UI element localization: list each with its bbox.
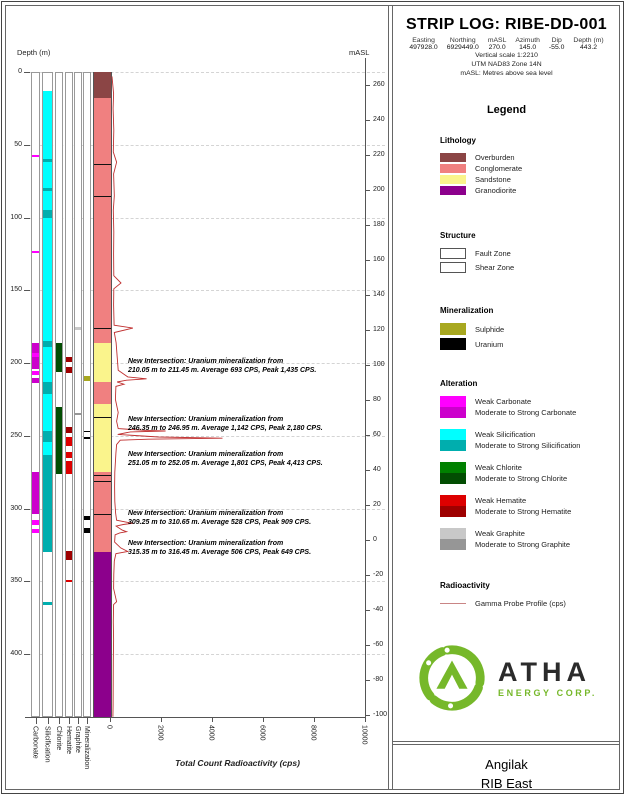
depth-axis-label: Depth (m) — [17, 48, 51, 57]
legend-label: Uranium — [475, 339, 504, 349]
track-silicification — [42, 72, 53, 717]
hole-field-value: 6929449.0 — [446, 44, 479, 51]
legend-swatch — [440, 429, 466, 451]
legend-section-title: Radioactivity — [440, 581, 490, 590]
legend-item-labels — [475, 429, 580, 451]
track-hematite — [65, 72, 73, 717]
masl-tick-label: 180 — [373, 221, 385, 228]
swatch-strong — [440, 407, 466, 418]
interval-silicification — [43, 382, 52, 394]
masl-tick-label: -100 — [373, 711, 388, 718]
legend-label: Granodiorite — [475, 186, 517, 195]
hole-field — [447, 37, 479, 51]
legend-swatch — [440, 598, 466, 608]
atha-swirl-icon — [416, 642, 488, 714]
legend-item-labels — [475, 528, 570, 550]
legend-swatch — [440, 462, 466, 484]
masl-tick-label: 40 — [373, 466, 381, 473]
interval-silicification — [43, 602, 52, 605]
cps-tick-label: 10000 — [360, 725, 368, 745]
intersection-note — [128, 357, 368, 375]
legend-swatch — [440, 175, 466, 184]
legend-item — [440, 262, 619, 273]
legend-line — [440, 603, 466, 604]
legend-label: Weak Silicification — [475, 430, 536, 439]
masl-tick-label: 200 — [373, 186, 385, 193]
cps-tick-label: 6000 — [258, 725, 266, 741]
legend-section-title: Lithology — [440, 136, 476, 145]
legend-item — [440, 462, 619, 484]
intersection-note-line: New Intersection: Uranium mineralization from — [128, 540, 284, 548]
interval-carbonate — [32, 357, 39, 369]
masl-tick-label: 0 — [373, 536, 377, 543]
masl-tick-label: -40 — [373, 606, 384, 613]
masl-tick — [365, 120, 370, 121]
swatch-strong — [440, 440, 466, 451]
legend-item — [440, 323, 619, 335]
track-label-silicification: Silicification — [43, 726, 51, 763]
legend-body — [394, 136, 619, 608]
litho-contact — [94, 481, 111, 482]
masl-tick-label: 260 — [373, 81, 385, 88]
track-chlorite — [55, 72, 63, 717]
masl-tick — [365, 400, 370, 401]
legend-item — [440, 429, 619, 451]
legend-label: Gamma Probe Profile (cps) — [475, 598, 566, 608]
swatch-weak — [440, 429, 466, 440]
legend-section-lithology — [440, 136, 619, 195]
litho-contact — [94, 164, 111, 165]
hole-field — [549, 37, 565, 51]
interval-chlorite — [56, 343, 62, 372]
litho-conglomerate — [94, 472, 111, 514]
legend-swatch — [440, 528, 466, 550]
depth-tick — [24, 290, 30, 291]
masl-tick — [365, 505, 370, 506]
masl-tick — [365, 715, 370, 716]
track-bottom-tick — [87, 717, 88, 724]
hole-info-fields — [394, 37, 619, 51]
litho-granodiorite — [94, 552, 111, 717]
interval-carbonate — [32, 472, 39, 514]
litho-fault — [94, 514, 111, 535]
legend-label: Conglomerate — [475, 164, 523, 173]
hole-field-label: Depth (m) — [573, 37, 604, 44]
depth-tick — [24, 654, 30, 655]
swatch-weak — [440, 495, 466, 506]
interval-hematite — [66, 452, 72, 458]
cps-axis-title: Total Count Radioactivity (cps) — [175, 758, 300, 768]
depth-tick — [24, 145, 30, 146]
legend-label: Shear Zone — [475, 263, 515, 272]
interval-mineralization — [84, 437, 90, 439]
interval-silicification — [43, 442, 52, 455]
legend-swatch — [440, 153, 466, 162]
legend-item — [440, 164, 619, 173]
sheet-title: STRIP LOG: RIBE-DD-001 — [406, 16, 607, 33]
legend-item — [440, 175, 619, 184]
legend-swatch — [440, 495, 466, 517]
logo-subtitle: ENERGY CORP. — [498, 688, 597, 698]
legend-swatch — [440, 164, 466, 173]
legend-item — [440, 186, 619, 195]
interval-carbonate — [32, 529, 39, 533]
hole-field-value: -55.0 — [548, 44, 565, 51]
hole-field — [488, 37, 507, 51]
panel-divider — [392, 6, 393, 789]
track-graphite — [74, 72, 82, 717]
interval-silicification — [43, 191, 52, 210]
cps-tick — [263, 717, 264, 722]
masl-tick-label: 220 — [373, 151, 385, 158]
litho-conglomerate — [94, 533, 111, 552]
litho-contact — [94, 475, 111, 476]
intersection-note-line: 315.35 m to 316.45 m. Average 506 CPS, Peak 649 CPS. — [128, 549, 312, 557]
interval-chlorite — [56, 407, 62, 474]
track-label-hematite: Hematite — [65, 726, 72, 755]
interval-hematite — [66, 580, 72, 582]
masl-tick — [365, 575, 370, 576]
interval-silicification — [43, 162, 52, 188]
company-logo — [394, 642, 619, 714]
depth-tick-label: 0 — [18, 68, 22, 75]
legend-label: Weak Graphite — [475, 529, 525, 538]
intersection-note-line: New Intersection: Uranium mineralization from — [128, 509, 284, 517]
logo-text — [498, 658, 597, 698]
legend-item — [440, 528, 619, 550]
depth-tick-label: 400 — [10, 650, 22, 658]
masl-note: mASL: Metres above sea level — [460, 70, 553, 77]
litho-contact — [94, 328, 111, 329]
legend-item — [440, 153, 619, 162]
interval-silicification — [43, 394, 52, 432]
intersection-note — [128, 509, 368, 527]
swatch-weak — [440, 396, 466, 407]
masl-tick-label: -60 — [373, 641, 384, 648]
intersection-note-line: New Intersection: Uranium mineralization from — [128, 451, 284, 459]
intersection-note-line: New Intersection: Uranium mineralization from — [128, 416, 284, 424]
interval-hematite — [66, 551, 72, 560]
track-bottom-tick — [36, 717, 37, 724]
hole-field — [409, 37, 437, 51]
interval-carbonate — [32, 378, 39, 384]
masl-tick — [365, 155, 370, 156]
interval-carbonate — [32, 155, 39, 157]
depth-tick-label: 350 — [10, 577, 22, 585]
legend-label: Moderate to Strong Chlorite — [475, 474, 568, 483]
interval-graphite — [75, 327, 81, 331]
legend-label: Moderate to Strong Graphite — [475, 540, 571, 549]
legend-swatch — [440, 323, 466, 335]
depth-tick-label: 250 — [10, 431, 22, 439]
legend-section-title: Structure — [440, 231, 476, 240]
interval-hematite — [66, 367, 72, 373]
track-label-graphite: Graphite — [74, 726, 81, 753]
area-name: RIB East — [480, 776, 533, 791]
intersection-note — [128, 539, 368, 557]
legend-item — [440, 396, 619, 418]
hole-field-value: 145.0 — [519, 44, 537, 51]
legend-label: Fault Zone — [475, 249, 511, 258]
legend-item-labels — [475, 462, 567, 484]
cps-tick — [161, 717, 162, 722]
masl-tick-label: -20 — [373, 571, 384, 578]
legend-label: Moderate to Strong Carbonate — [475, 408, 577, 417]
logo-name: ATHA — [498, 657, 592, 687]
legend-section-mineralization — [440, 306, 619, 350]
depth-tick — [24, 581, 30, 582]
depth-tick-label: 200 — [10, 359, 22, 367]
masl-axis-label: mASL — [349, 48, 370, 57]
info-panel — [394, 6, 619, 789]
hole-field — [515, 37, 540, 51]
track-mineralization — [83, 72, 91, 717]
track-label-chlorite: Chlorite — [55, 726, 62, 751]
swatch-strong — [440, 539, 466, 550]
interval-hematite — [66, 461, 72, 474]
interval-mineralization — [84, 528, 90, 532]
track-bottom-tick — [78, 717, 79, 724]
legend-label: Moderate to Strong Hematite — [475, 507, 572, 516]
swatch-weak — [440, 528, 466, 539]
hole-field-label: Easting — [412, 37, 435, 44]
masl-tick — [365, 330, 370, 331]
legend-item — [440, 338, 619, 350]
legend-item-labels — [475, 396, 576, 418]
intersection-note — [128, 415, 368, 433]
interval-silicification — [43, 210, 52, 217]
hole-field-value: 270.0 — [488, 44, 506, 51]
masl-tick — [365, 435, 370, 436]
masl-tick-label: 140 — [373, 291, 385, 298]
track-carbonate — [31, 72, 40, 717]
litho-conglomerate — [94, 98, 111, 342]
interval-hematite — [66, 427, 72, 433]
interval-hematite — [66, 437, 72, 446]
scale-note: Vertical scale 1:2210 — [475, 52, 538, 59]
litho-sandstone — [94, 347, 111, 357]
track-label-mineralization: Mineralization — [83, 726, 90, 770]
depth-tick — [24, 218, 30, 219]
masl-tick — [365, 645, 370, 646]
depth-tick-label: 150 — [10, 286, 22, 294]
intersection-note-line: 251.05 m to 252.05 m. Average 1,801 CPS, Peak 4,413 CPS. — [128, 460, 323, 468]
masl-tick-label: 20 — [373, 501, 381, 508]
project-footer — [394, 750, 619, 791]
legend-swatch — [440, 338, 466, 350]
legend-label: Overburden — [475, 153, 515, 162]
legend-swatch — [440, 186, 466, 195]
cps-tick-label: 2000 — [156, 725, 164, 741]
masl-tick — [365, 225, 370, 226]
legend-label: Moderate to Strong Silicification — [475, 441, 581, 450]
depth-tick-label: 50 — [14, 140, 22, 148]
legend-swatch — [440, 396, 466, 418]
intersection-note-line: 246.35 m to 246.95 m. Average 1,142 CPS, Peak 2,180 CPS. — [128, 425, 323, 433]
intersection-note-line: 309.25 m to 310.65 m. Average 528 CPS, Peak 909 CPS. — [128, 518, 312, 526]
legend-title: Legend — [486, 104, 527, 116]
hole-field — [573, 37, 603, 51]
legend-item — [440, 598, 619, 608]
masl-tick-label: 60 — [373, 431, 381, 438]
masl-tick-label: 240 — [373, 116, 385, 123]
depth-tick — [24, 72, 30, 73]
legend-label: Weak Chlorite — [475, 463, 522, 472]
litho-overburden — [94, 72, 111, 98]
masl-tick — [365, 610, 370, 611]
depth-tick — [24, 363, 30, 364]
legend-label: Sandstone — [475, 175, 511, 184]
legend-section-alteration — [440, 379, 619, 550]
legend-swatch — [440, 262, 466, 273]
interval-carbonate — [32, 371, 39, 375]
hole-field-label: mASL — [487, 37, 507, 44]
hole-field-value: 497928.0 — [409, 44, 438, 51]
masl-tick-label: 80 — [373, 396, 381, 403]
masl-tick — [365, 85, 370, 86]
track-bottom-tick — [69, 717, 70, 724]
track-bottom-tick — [48, 717, 49, 724]
interval-silicification — [43, 431, 52, 441]
interval-carbonate — [32, 343, 39, 353]
legend-item — [440, 495, 619, 517]
legend-section-title: Mineralization — [440, 306, 494, 315]
interval-hematite — [66, 357, 72, 362]
depth-tick-label: 100 — [10, 213, 22, 221]
interval-mineralization — [84, 516, 90, 520]
cps-tick — [314, 717, 315, 722]
depth-tick — [24, 436, 30, 437]
cps-tick — [212, 717, 213, 722]
track-label-carbonate: Carbonate — [31, 726, 39, 759]
legend-section-title: Alteration — [440, 379, 478, 388]
masl-tick-label: -80 — [373, 676, 384, 683]
legend-label: Sulphide — [475, 324, 505, 334]
hole-field-label: Azimuth — [515, 37, 540, 44]
legend-label: Weak Hematite — [475, 496, 527, 505]
legend-label: Weak Carbonate — [475, 397, 532, 406]
swatch-strong — [440, 473, 466, 484]
intersection-note-line: New Intersection: Uranium mineralization from — [128, 358, 284, 366]
interval-carbonate — [32, 520, 39, 524]
interval-silicification — [43, 455, 52, 553]
swatch-strong — [440, 506, 466, 517]
masl-tick-label: 120 — [373, 326, 385, 333]
hole-field-value: 443.2 — [580, 44, 598, 51]
intersection-note — [128, 450, 368, 468]
masl-tick — [365, 190, 370, 191]
interval-silicification — [43, 91, 52, 159]
intersection-note-line: 210.05 m to 211.45 m. Average 693 CPS, Peak 1,435 CPS. — [128, 367, 317, 375]
depth-tick-label: 300 — [10, 504, 22, 512]
litho-contact — [94, 196, 111, 197]
hole-field-label: Dip — [551, 37, 562, 44]
legend-section-structure — [440, 231, 619, 273]
masl-tick — [365, 680, 370, 681]
masl-tick — [365, 260, 370, 261]
cps-tick-label: 0 — [105, 725, 113, 729]
litho-conglomerate — [94, 382, 111, 404]
cps-tick-label: 8000 — [309, 725, 317, 741]
interval-graphite — [75, 413, 81, 416]
swatch-weak — [440, 462, 466, 473]
cps-tick-label: 4000 — [207, 725, 215, 741]
litho-contact — [94, 417, 111, 418]
legend-item — [440, 248, 619, 259]
interval-mineralization — [84, 376, 90, 381]
masl-tick-label: 100 — [373, 361, 385, 368]
legend-section-radioactivity — [440, 581, 619, 608]
depth-tick — [24, 509, 30, 510]
interval-silicification — [43, 218, 52, 342]
masl-tick — [365, 295, 370, 296]
legend-swatch — [440, 248, 466, 259]
datum-note: UTM NAD83 Zone 14N — [471, 61, 542, 68]
interval-carbonate — [32, 251, 39, 253]
masl-tick — [365, 470, 370, 471]
interval-mineralization — [84, 431, 90, 433]
track-bottom-tick — [59, 717, 60, 724]
lithology-column — [93, 72, 112, 717]
cps-tick — [365, 717, 366, 722]
interval-silicification — [43, 347, 52, 382]
masl-tick-label: 160 — [373, 256, 385, 263]
project-name: Angilak — [485, 757, 528, 772]
cps-tick — [110, 717, 111, 722]
legend-item-labels — [475, 495, 571, 517]
masl-spine — [365, 58, 366, 718]
hole-field-label: Northing — [449, 37, 476, 44]
